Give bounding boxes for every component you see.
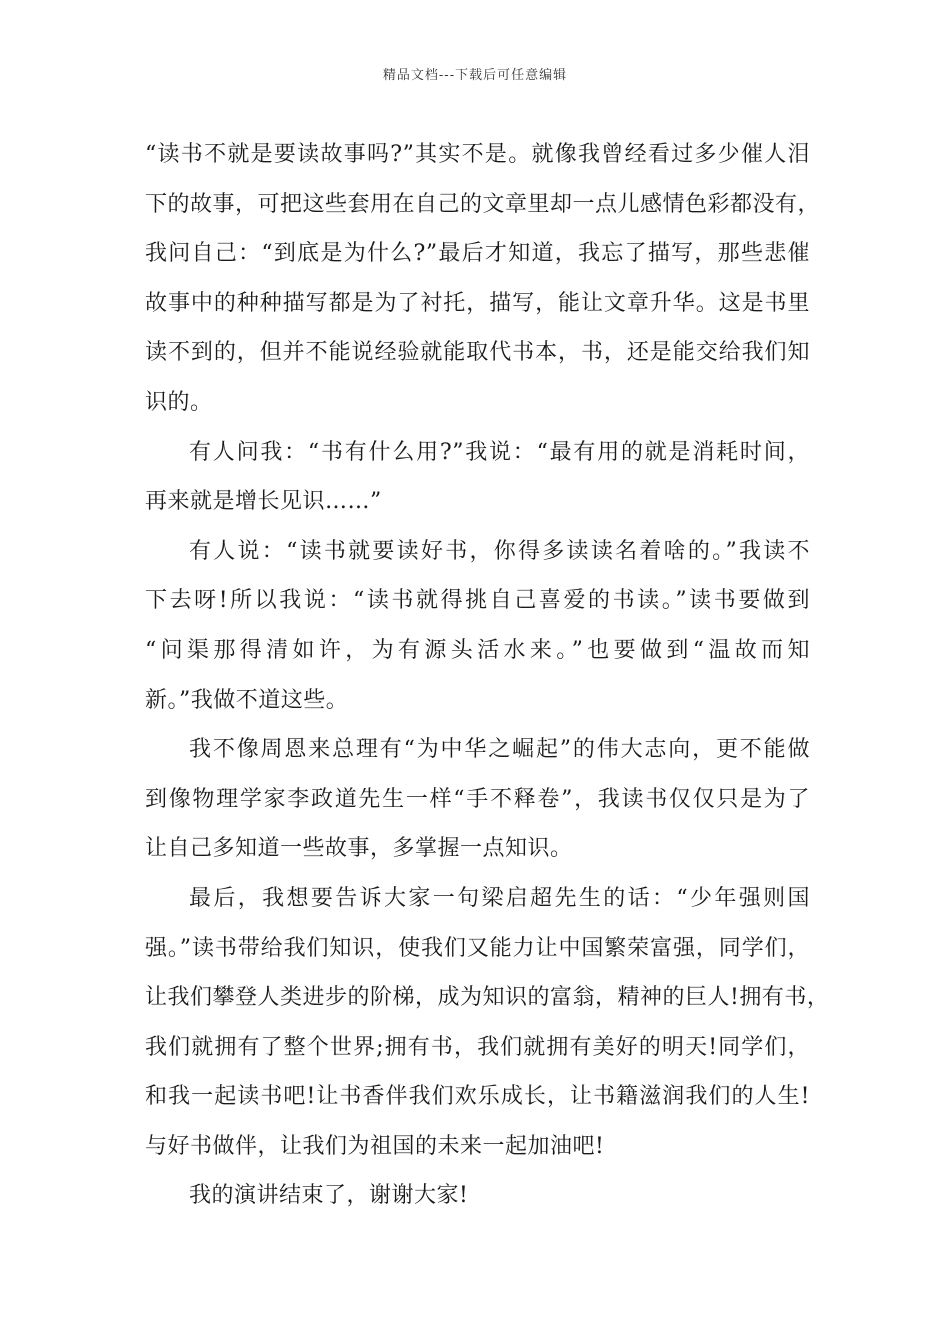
text-line: “问渠那得清如许，为有源头活水来。”也要做到“温故而知 — [145, 637, 810, 663]
page-header: 精品文档---下载后可任意编辑 — [382, 68, 568, 83]
text-line: 与好书做伴，让我们为祖国的未来一起加油吧! — [145, 1133, 605, 1159]
text-line: 让自己多知道一些故事，多掌握一点知识。 — [145, 836, 573, 862]
text-line: “读书不就是要读故事吗?”其实不是。就像我曾经看过多少催人泪 — [145, 142, 810, 167]
text-line: 让我们攀登人类进步的阶梯，成为知识的富翁，精神的巨人!拥有书， — [145, 985, 830, 1011]
text-line: 我的演讲结束了，谢谢大家! — [189, 1183, 469, 1209]
text-line: 下的故事，可把这些套用在自己的文章里却一点儿感情色彩都没有， — [145, 191, 821, 217]
text-line: 识的。 — [145, 389, 213, 415]
text-line: 下去呀!所以我说：“读书就得挑自己喜爱的书读。”读书要做到 — [145, 588, 810, 614]
text-line: 有人问我：“书有什么用?”我说：“最有用的就是消耗时间， — [189, 439, 810, 465]
text-line: 有人说：“读书就要读好书，你得多读读名着啥的。”我读不 — [189, 538, 810, 564]
document-body — [145, 130, 830, 1221]
text-line: 最后，我想要告诉大家一句梁启超先生的话：“少年强则国 — [189, 885, 810, 911]
text-line: 我问自己：“到底是为什么?”最后才知道，我忘了描写，那些悲催 — [145, 241, 810, 267]
text-line: 读不到的，但并不能说经验就能取代书本，书，还是能交给我们知 — [145, 340, 810, 366]
text-line: 强。”读书带给我们知识，使我们又能力让中国繁荣富强，同学们， — [145, 935, 810, 961]
text-line: 新。”我做不道这些。 — [145, 687, 349, 713]
text-line: 和我一起读书吧!让书香伴我们欢乐成长，让书籍滋润我们的人生! — [145, 1084, 810, 1110]
text-line: 再来就是增长见识……” — [145, 489, 382, 515]
text-line: 我不像周恩来总理有“为中华之崛起”的伟大志向，更不能做 — [189, 737, 810, 763]
text-line: 到像物理学家李政道先生一样“手不释卷”，我读书仅仅只是为了 — [145, 786, 810, 812]
text-line: 我们就拥有了整个世界;拥有书，我们就拥有美好的明天!同学们， — [145, 1034, 810, 1060]
text-line: 故事中的种种描写都是为了衬托，描写，能让文章升华。这是书里 — [145, 290, 810, 316]
